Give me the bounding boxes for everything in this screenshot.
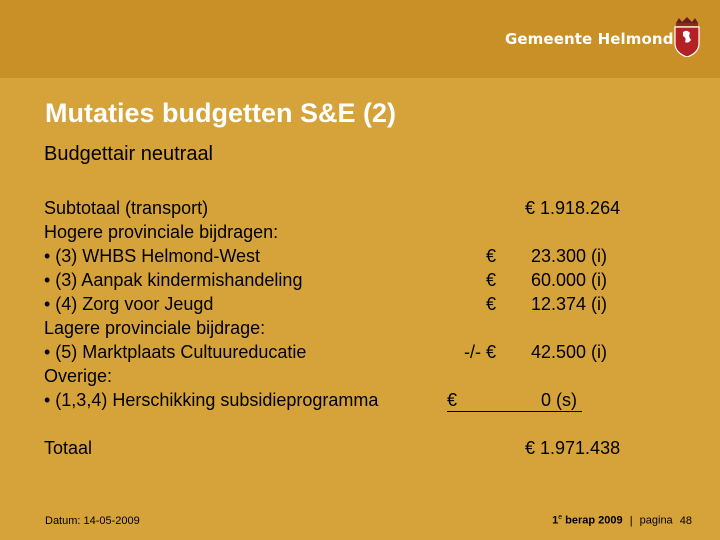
row-label-herschikking: • (1,3,4) Herschikking subsidieprogramma (44, 390, 379, 410)
helmond-crest-icon (672, 17, 702, 57)
row-amount-whbs: 23.300 (i) (531, 246, 608, 266)
page-number: 48 (679, 514, 692, 527)
footer-separator: | (629, 514, 633, 527)
row-amount-subtotal: € 1.918.264 (525, 198, 621, 218)
row-amount-kindermishandeling: 60.000 (i) (531, 270, 608, 290)
row-label-cultuureducatie: • (5) Marktplaats Cultuureducatie (44, 342, 307, 362)
row-currency-zorg-jeugd: € (485, 294, 496, 314)
berap-label: berap 2009 (562, 514, 623, 527)
row-amount-zorg-jeugd: 12.374 (i) (531, 294, 608, 314)
slide-subtitle: Budgettair neutraal (44, 143, 214, 165)
row-label-overige: Overige: (44, 366, 113, 386)
row-label-lagere: Lagere provinciale bijdrage: (44, 318, 266, 338)
berap-superscript: e (558, 514, 563, 521)
row-currency-cultuureducatie: -/- € (463, 342, 496, 362)
brand-name: Gemeente Helmond (505, 30, 674, 48)
row-label-zorg-jeugd: • (4) Zorg voor Jeugd (44, 294, 214, 314)
total-label: Totaal (44, 438, 93, 458)
page-label: pagina (639, 514, 673, 527)
row-label-kindermishandeling: • (3) Aanpak kindermishandeling (44, 270, 303, 290)
total-amount: € 1.971.438 (525, 438, 621, 458)
row-amount-cultuureducatie: 42.500 (i) (531, 342, 608, 362)
row-label-subtotal: Subtotaal (transport) (44, 198, 209, 218)
row-amount-herschikking: 0 (s) (541, 390, 577, 410)
slide-title: Mutaties budgetten S&E (2) (45, 98, 397, 128)
row-currency-kindermishandeling: € (485, 270, 496, 290)
row-label-whbs: • (3) WHBS Helmond-West (44, 246, 261, 266)
row-currency-whbs: € (485, 246, 496, 266)
row-label-hogere: Hogere provinciale bijdragen: (44, 222, 279, 242)
row-currency-herschikking: € (447, 390, 458, 410)
footer-date: Datum: 14-05-2009 (45, 515, 140, 527)
berap-number: 1 (552, 514, 559, 527)
footer-page-info (552, 514, 692, 527)
